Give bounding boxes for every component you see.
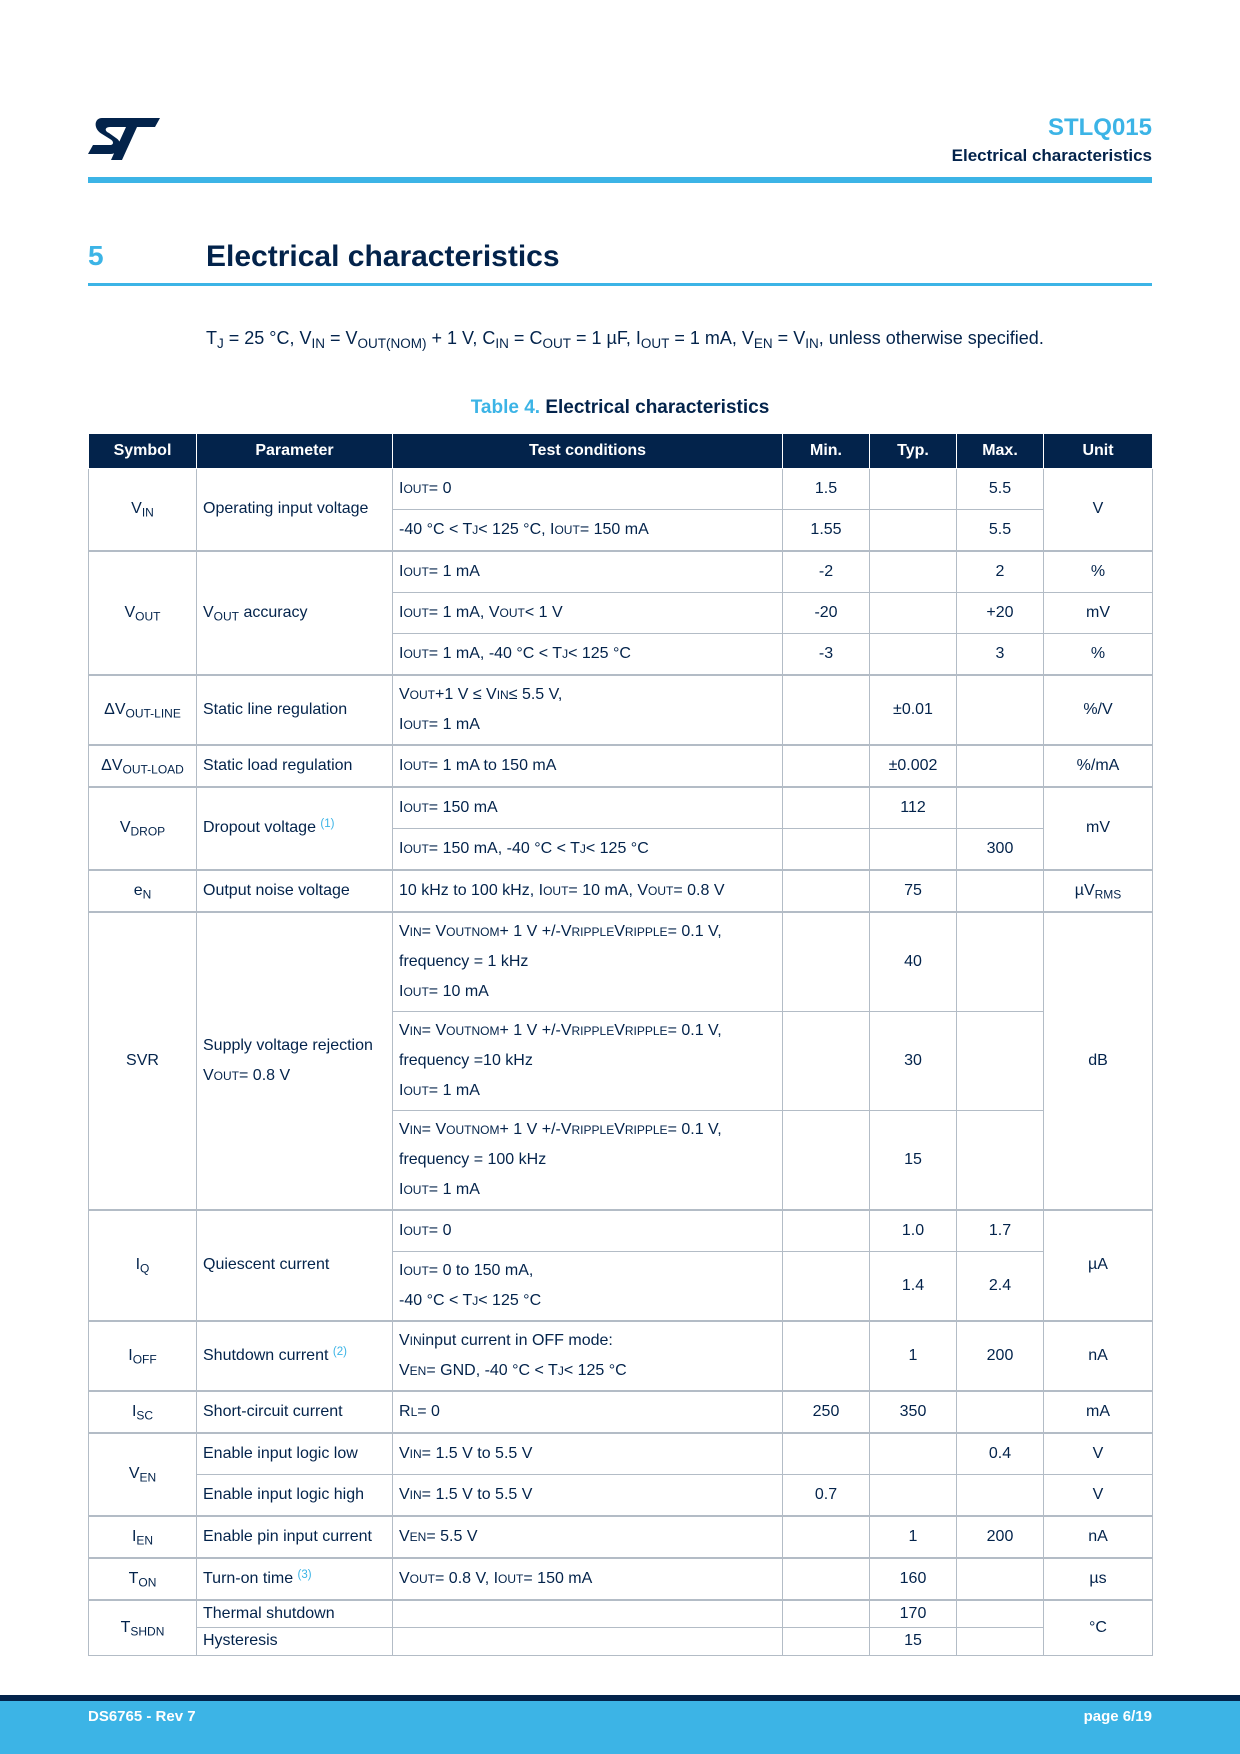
- min-cell: [783, 1252, 870, 1322]
- symbol-cell: SVR: [89, 912, 197, 1210]
- unit-cell: µA: [1044, 1210, 1153, 1321]
- min-cell: [783, 1321, 870, 1391]
- max-cell: [957, 1111, 1044, 1211]
- max-cell: 0.4: [957, 1433, 1044, 1475]
- parameter-cell: Thermal shutdown: [197, 1600, 393, 1628]
- row-group-load-regulation: [89, 745, 1153, 787]
- parameter-cell: Supply voltage rejection V OUT = 0.8 V: [197, 912, 393, 1210]
- unit-cell: mV: [1044, 787, 1153, 870]
- unit-cell: µs: [1044, 1558, 1153, 1600]
- typ-cell: 1.0: [870, 1210, 957, 1252]
- min-cell: [783, 1210, 870, 1252]
- condition-cell: V IN = 1.5 V to 5.5 V: [393, 1475, 783, 1517]
- col-typ: Typ.: [870, 434, 957, 469]
- table-row: [89, 870, 1153, 912]
- parameter-cell: Output noise voltage: [197, 870, 393, 912]
- condition-cell: [393, 1628, 783, 1655]
- max-cell: 5.5: [957, 469, 1044, 510]
- min-cell: [783, 1433, 870, 1475]
- section-rule: [88, 283, 1152, 286]
- condition-cell: V EN = 5.5 V: [393, 1516, 783, 1558]
- min-cell: [783, 675, 870, 745]
- unit-cell: mA: [1044, 1391, 1153, 1433]
- test-conditions-note: $T_J = 25$ °C, $V_{IN} = V_{OUT(NOM)} + 1$ V, $C_{IN} = C_{OUT} = 1$ µF, $I_{OUT} = 1$ mA, $V_{EN} = V_{IN}$, unless otherwise specified.: [206, 328, 1044, 352]
- table-row: [89, 1321, 1153, 1391]
- min-cell: -2: [783, 551, 870, 593]
- col-symbol: Symbol: [89, 434, 197, 469]
- table-caption: [0, 397, 1240, 419]
- min-cell: [783, 1628, 870, 1655]
- symbol-cell: $V_{OUT}$: [89, 551, 197, 675]
- max-cell: 3: [957, 634, 1044, 676]
- parameter-cell: Operating input voltage: [197, 469, 393, 552]
- condition-cell: -40 °C < T J < 125 °C, I OUT = 150 mA: [393, 510, 783, 552]
- min-cell: -20: [783, 593, 870, 634]
- min-cell: [783, 912, 870, 1012]
- row-group-vdrop: [89, 787, 1153, 870]
- col-min: Min.: [783, 434, 870, 469]
- typ-cell: [870, 469, 957, 510]
- typ-cell: [870, 829, 957, 871]
- max-cell: [957, 912, 1044, 1012]
- electrical-characteristics-table: [88, 433, 1153, 1656]
- table-row: [89, 912, 1153, 1012]
- max-cell: 200: [957, 1321, 1044, 1391]
- table-row: [89, 1600, 1153, 1628]
- parameter-cell: Static load regulation: [197, 745, 393, 787]
- symbol-cell: $\Delta V_{OUT-LINE}$: [89, 675, 197, 745]
- condition-cell: I OUT = 1 mA: [393, 551, 783, 593]
- row-group-vout: [89, 551, 1153, 675]
- col-unit: Unit: [1044, 434, 1153, 469]
- parameter-cell: Enable input logic low: [197, 1433, 393, 1475]
- parameter-cell: Shutdown current $^{(2)}$: [197, 1321, 393, 1391]
- table-row: [89, 469, 1153, 510]
- typ-cell: 160: [870, 1558, 957, 1600]
- header-product: STLQ015: [1047, 114, 1152, 141]
- symbol-cell: $I_{EN}$: [89, 1516, 197, 1558]
- parameter-cell: Turn-on time $^{(3)}$: [197, 1558, 393, 1600]
- max-cell: +20: [957, 593, 1044, 634]
- typ-cell: [870, 1475, 957, 1517]
- min-cell: [783, 787, 870, 829]
- condition-cell: [393, 1600, 783, 1628]
- condition-cell: V OUT +1 V ≤ V IN ≤ 5.5 V, I OUT = 1 mA: [393, 675, 783, 745]
- parameter-cell: Enable input logic high: [197, 1475, 393, 1517]
- footnote-ref[interactable]: (2): [332, 1345, 347, 1358]
- parameter-cell: Short-circuit current: [197, 1391, 393, 1433]
- unit-cell: µV$_{RMS}$: [1044, 870, 1153, 912]
- header-section: Electrical characteristics: [951, 146, 1152, 165]
- typ-cell: 350: [870, 1391, 957, 1433]
- min-cell: [783, 870, 870, 912]
- table-row: [89, 745, 1153, 787]
- symbol-cell: $I_Q$: [89, 1210, 197, 1321]
- min-cell: 250: [783, 1391, 870, 1433]
- max-cell: [957, 1012, 1044, 1111]
- min-cell: [783, 1111, 870, 1211]
- typ-cell: [870, 593, 957, 634]
- parameter-cell: Dropout voltage $^{(1)}$: [197, 787, 393, 870]
- table-row: [89, 551, 1153, 593]
- typ-cell: 15: [870, 1628, 957, 1655]
- unit-cell: dB: [1044, 912, 1153, 1210]
- condition-cell: I OUT = 150 mA: [393, 787, 783, 829]
- section-number: 5: [88, 240, 104, 271]
- min-cell: [783, 829, 870, 871]
- table-header-row: [89, 434, 1153, 469]
- condition-cell: I OUT = 150 mA, -40 °C < T J < 125 °C: [393, 829, 783, 871]
- symbol-cell: $V_{EN}$: [89, 1433, 197, 1516]
- col-max: Max.: [957, 434, 1044, 469]
- typ-cell: 112: [870, 787, 957, 829]
- table-row: [89, 1516, 1153, 1558]
- symbol-cell: $I_{SC}$: [89, 1391, 197, 1433]
- row-group-noise: [89, 870, 1153, 912]
- row-group-tshdn: [89, 1600, 1153, 1655]
- row-group-ioff: [89, 1321, 1153, 1391]
- max-cell: 1.7: [957, 1210, 1044, 1252]
- unit-cell: %: [1044, 551, 1153, 593]
- table-row: [89, 675, 1153, 745]
- typ-cell: 75: [870, 870, 957, 912]
- min-cell: [783, 1600, 870, 1628]
- condition-cell: V IN = V OUTNOM + 1 V +/-V RIPPLE V RIPPLE = 0.1 V, frequency = 1 kHz I OUT = 10 mA: [393, 912, 783, 1012]
- row-group-ven: [89, 1433, 1153, 1516]
- unit-cell: nA: [1044, 1516, 1153, 1558]
- condition-cell: R L = 0: [393, 1391, 783, 1433]
- max-cell: [957, 1600, 1044, 1628]
- symbol-cell: $T_{ON}$: [89, 1558, 197, 1600]
- table-row: [89, 1475, 1153, 1517]
- parameter-cell: Quiescent current: [197, 1210, 393, 1321]
- parameter-cell: Enable pin input current: [197, 1516, 393, 1558]
- condition-cell: V IN = V OUTNOM + 1 V +/-V RIPPLE V RIPPLE = 0.1 V, frequency =10 kHz I OUT = 1 mA: [393, 1012, 783, 1111]
- max-cell: 2: [957, 551, 1044, 593]
- min-cell: 0.7: [783, 1475, 870, 1517]
- max-cell: 5.5: [957, 510, 1044, 552]
- max-cell: [957, 1628, 1044, 1655]
- unit-cell: %: [1044, 634, 1153, 676]
- typ-cell: [870, 551, 957, 593]
- row-group-vin: [89, 469, 1153, 552]
- typ-cell: 30: [870, 1012, 957, 1111]
- footnote-ref[interactable]: (1): [320, 818, 335, 831]
- condition-cell: 10 kHz to 100 kHz, I OUT = 10 mA, V OUT = 0.8 V: [393, 870, 783, 912]
- footnote-ref[interactable]: (3): [297, 1568, 312, 1581]
- min-cell: [783, 1558, 870, 1600]
- typ-cell: 1: [870, 1321, 957, 1391]
- condition-cell: I OUT = 1 mA to 150 mA: [393, 745, 783, 787]
- condition-cell: I OUT = 0: [393, 469, 783, 510]
- typ-cell: 40: [870, 912, 957, 1012]
- condition-cell: I OUT = 1 mA, -40 °C < T J < 125 °C: [393, 634, 783, 676]
- typ-cell: 170: [870, 1600, 957, 1628]
- symbol-cell: $V_{DROP}$: [89, 787, 197, 870]
- section-title: Electrical characteristics: [206, 240, 560, 273]
- typ-cell: ±0.01: [870, 675, 957, 745]
- condition-cell: V IN = V OUTNOM + 1 V +/-V RIPPLE V RIPPLE = 0.1 V, frequency = 100 kHz I OUT = 1 mA: [393, 1111, 783, 1211]
- typ-cell: [870, 510, 957, 552]
- symbol-cell: $e_N$: [89, 870, 197, 912]
- unit-cell: mV: [1044, 593, 1153, 634]
- footer-page-number: page 6/19: [1083, 1708, 1152, 1725]
- min-cell: [783, 745, 870, 787]
- min-cell: 1.55: [783, 510, 870, 552]
- max-cell: [957, 787, 1044, 829]
- row-group-line-regulation: [89, 675, 1153, 745]
- condition-cell: V IN input current in OFF mode: V EN = GND, -40 °C < T J < 125 °C: [393, 1321, 783, 1391]
- typ-cell: 15: [870, 1111, 957, 1211]
- typ-cell: [870, 634, 957, 676]
- row-group-ien: [89, 1516, 1153, 1558]
- unit-cell: V: [1044, 1475, 1153, 1517]
- min-cell: -3: [783, 634, 870, 676]
- parameter-cell: $V_{OUT}$ accuracy: [197, 551, 393, 675]
- table-row: [89, 1210, 1153, 1252]
- condition-cell: I OUT = 0 to 150 mA, -40 °C < T J < 125 °C: [393, 1252, 783, 1322]
- condition-cell: I OUT = 1 mA, V OUT < 1 V: [393, 593, 783, 634]
- table-row: [89, 1391, 1153, 1433]
- unit-cell: %/V: [1044, 675, 1153, 745]
- row-group-ton: [89, 1558, 1153, 1600]
- unit-cell: V: [1044, 1433, 1153, 1475]
- header-rule: [88, 177, 1152, 183]
- parameter-cell: Hysteresis: [197, 1628, 393, 1655]
- unit-cell: nA: [1044, 1321, 1153, 1391]
- table-row: [89, 787, 1153, 829]
- unit-cell: %/mA: [1044, 745, 1153, 787]
- max-cell: [957, 1475, 1044, 1517]
- table-title: Electrical characteristics: [545, 397, 770, 418]
- min-cell: [783, 1012, 870, 1111]
- max-cell: [957, 870, 1044, 912]
- min-cell: [783, 1516, 870, 1558]
- st-logo: [88, 118, 160, 160]
- max-cell: [957, 1391, 1044, 1433]
- max-cell: [957, 745, 1044, 787]
- symbol-cell: $I_{OFF}$: [89, 1321, 197, 1391]
- parameter-cell: Static line regulation: [197, 675, 393, 745]
- col-parameter: Parameter: [197, 434, 393, 469]
- table-row: [89, 1628, 1153, 1655]
- condition-cell: V IN = 1.5 V to 5.5 V: [393, 1433, 783, 1475]
- max-cell: 300: [957, 829, 1044, 871]
- symbol-cell: $V_{IN}$: [89, 469, 197, 552]
- max-cell: [957, 675, 1044, 745]
- row-group-svr: [89, 912, 1153, 1210]
- condition-cell: V OUT = 0.8 V, I OUT = 150 mA: [393, 1558, 783, 1600]
- unit-cell: °C: [1044, 1600, 1153, 1655]
- typ-cell: ±0.002: [870, 745, 957, 787]
- footer-doc-id: DS6765 - Rev 7: [88, 1708, 196, 1725]
- max-cell: 200: [957, 1516, 1044, 1558]
- row-group-iq: [89, 1210, 1153, 1321]
- table-row: [89, 1558, 1153, 1600]
- col-test-conditions: Test conditions: [393, 434, 783, 469]
- max-cell: 2.4: [957, 1252, 1044, 1322]
- typ-cell: 1: [870, 1516, 957, 1558]
- condition-cell: I OUT = 0: [393, 1210, 783, 1252]
- row-group-isc: [89, 1391, 1153, 1433]
- table-row: [89, 1433, 1153, 1475]
- typ-cell: 1.4: [870, 1252, 957, 1322]
- max-cell: [957, 1558, 1044, 1600]
- unit-cell: V: [1044, 469, 1153, 552]
- symbol-cell: $T_{SHDN}$: [89, 1600, 197, 1655]
- min-cell: 1.5: [783, 469, 870, 510]
- symbol-cell: $\Delta V_{OUT-LOAD}$: [89, 745, 197, 787]
- typ-cell: [870, 1433, 957, 1475]
- table-number: Table 4.: [470, 397, 541, 418]
